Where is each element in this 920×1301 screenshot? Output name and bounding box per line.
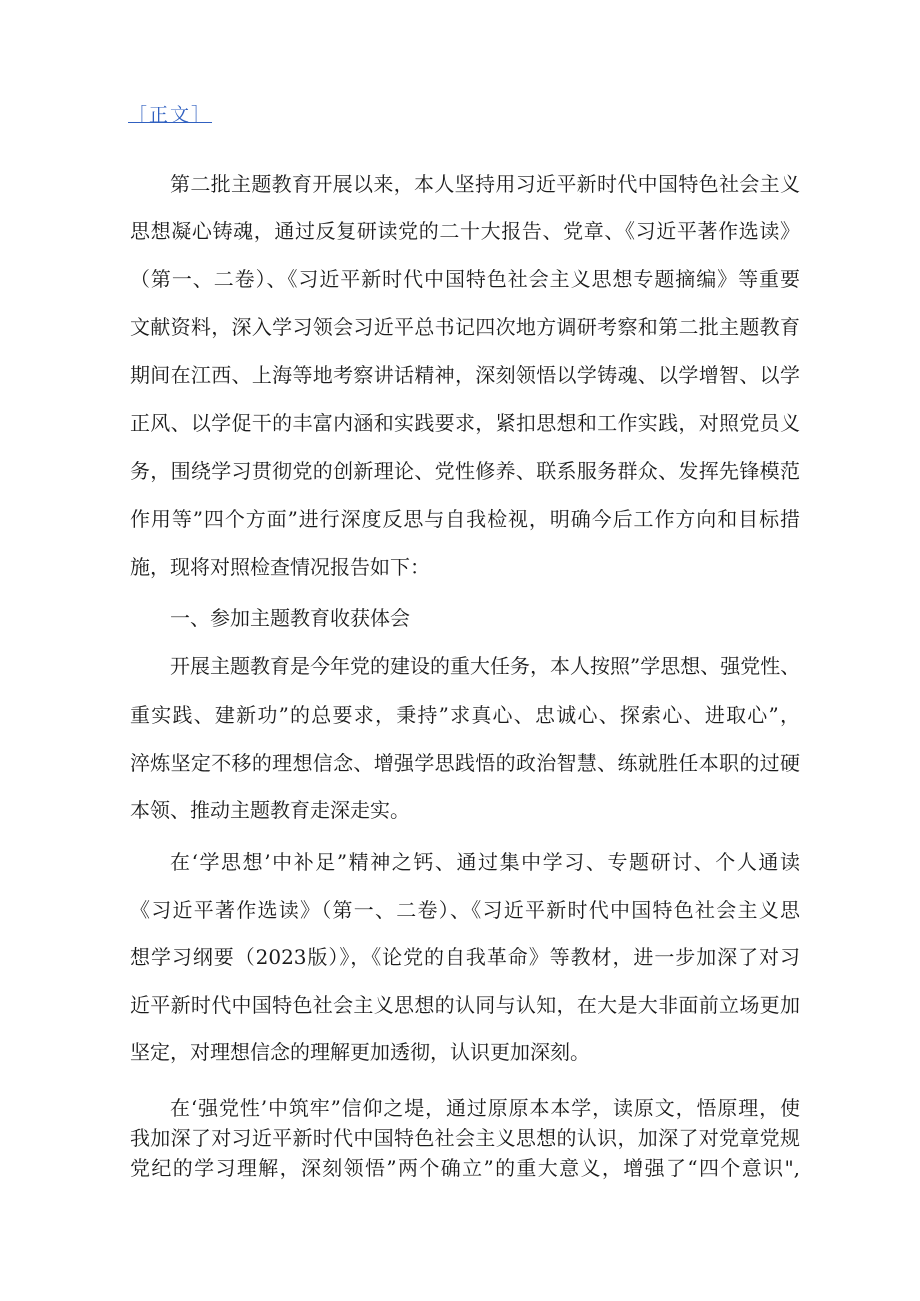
paragraph-1-line-6: 正风、以学促干的丰富内涵和实践要求，紧扣思想和工作实践，对照党员义 xyxy=(130,411,800,435)
paragraph-2-line-3: 淬炼坚定不移的理想信念、增强学思践悟的政治智慧、练就胜任本职的过硬 xyxy=(130,751,800,775)
paragraph-3-line-5: 坚定，对理想信念的理解更加透彻，认识更加深刻。 xyxy=(130,1040,590,1064)
paragraph-1-line-8: 作用等”四个方面”进行深度反思与自我检视，明确今后工作方向和目标措 xyxy=(130,507,800,531)
paragraph-3-line-4: 近平新时代中国特色社会主义思想的认同与认知，在大是大非面前立场更加 xyxy=(130,993,800,1017)
paragraph-1-line-4: 文献资料，深入学习领会习近平总书记四次地方调研考察和第二批主题教育 xyxy=(130,315,800,339)
paragraph-4-line-3: 党纪的学习理解，深刻领悟”两个确立”的重大意义，增强了“四个意识", xyxy=(130,1156,800,1180)
body-tag-link[interactable]: ［正文］ xyxy=(128,104,213,126)
paragraph-3-line-2: 《习近平著作选读》（第一、二卷）、《习近平新时代中国特色社会主义思 xyxy=(130,898,800,922)
paragraph-2-line-2: 重实践、建新功”的总要求，秉持”求真心、忠诚心、探索心、进取心”， xyxy=(130,703,800,727)
paragraph-1-line-7: 务，围绕学习贯彻党的创新理论、党性修养、联系服务群众、发挥先锋模范 xyxy=(130,459,800,483)
paragraph-2-line-1: 开展主题教育是今年党的建设的重大任务，本人按照”学思想、强党性、 xyxy=(170,654,800,678)
paragraph-3-line-1: 在‘学思想’中补足”精神之钙、通过集中学习、专题研讨、个人通读 xyxy=(170,850,800,874)
paragraph-1-line-3: （第一、二卷）、《习近平新时代中国特色社会主义思想专题摘编》等重要 xyxy=(130,267,800,291)
paragraph-1-line-9: 施，现将对照检查情况报告如下： xyxy=(130,555,430,579)
section-heading-1: 一、参加主题教育收获体会 xyxy=(170,606,410,630)
paragraph-1-line-5: 期间在江西、上海等地考察讲话精神，深刻领悟以学铸魂、以学增智、以学 xyxy=(130,363,800,387)
paragraph-3-line-3: 想学习纲要（2023版）》，《论党的自我革命》等教材，进一步加深了对习 xyxy=(130,945,800,969)
paragraph-4-line-2: 我加深了对习近平新时代中国特色社会主义思想的认识，加深了对党章党规 xyxy=(130,1126,800,1150)
paragraph-2-line-4: 本领、推动主题教育走深走实。 xyxy=(130,798,410,822)
paragraph-4-line-1: 在‘强党性’中筑牢”信仰之堤，通过原原本本学，读原文，悟原理，使 xyxy=(170,1096,800,1120)
paragraph-1-line-1: 第二批主题教育开展以来，本人坚持用习近平新时代中国特色社会主义 xyxy=(170,172,800,196)
paragraph-1-line-2: 思想凝心铸魂，通过反复研读党的二十大报告、党章、《习近平著作选读》 xyxy=(130,219,800,243)
